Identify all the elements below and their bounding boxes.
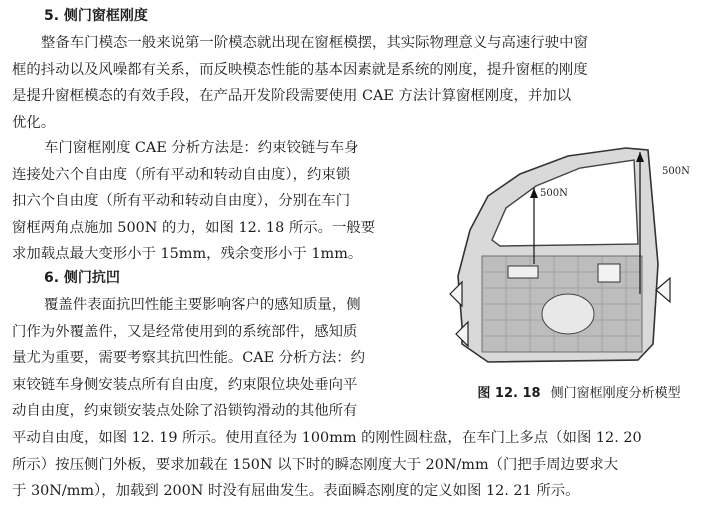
section-5-paragraph-1: 整备车门模态一般来说第一阶模态就出现在窗框模摆，其实际物理意义与高速行驶中窗 框的抖动以及风噪都有关系，而反映模态性能的基本因素就是系统的刚度，提升窗框的刚度 是提升窗框模态的有效手段，在产品开发阶段需要使用 CAE 方法计算窗框刚度，并加以 优化。 (12, 35, 588, 131)
hinge-constraint-upper (450, 282, 462, 306)
figure-caption-number: 图 12. 18 (477, 386, 541, 401)
speaker-hole (542, 294, 594, 334)
force-label-left: 500N (540, 188, 568, 199)
door-fe-model-drawing (448, 144, 710, 374)
figure-caption (448, 384, 710, 404)
lock-module (598, 264, 620, 282)
section-5-paragraph-2: 车门窗框刚度 CAE 分析方法是：约束铰链与车身 连接处六个自由度（所有平动和转动自由度），约束锁 扣六个自由度（所有平动和转动自由度），分别在车门 窗框两角点施加 500N 的力，如图 12. 18 所示。一般要 求加载点最大变形小于 15mm，残余变形小于 1mm。 (12, 140, 376, 262)
section-6-paragraph-full: 平动自由度，如图 12. 19 所示。使用直径为 100mm 的刚性圆柱盘，在车门上多点（如图 12. 20 所示）按压侧门外板，要求加载在 150N 以下时的瞬态刚度大于 20N/mm（门把手周边要求大 于 30N/mm），加载到 200N 时没有屈曲发生。表面瞬态刚度的定义如图 12. 21 所示。 (12, 430, 642, 499)
door-frame-stiffness-figure (448, 144, 710, 374)
force-label-right: 500N (662, 166, 690, 177)
figure-caption-text: 侧门窗框刚度分析模型 (550, 386, 681, 401)
section-6-heading: 6. 侧门抗凹 (44, 270, 120, 286)
handle-bracket (508, 266, 538, 278)
section-6-paragraph-narrow: 覆盖件表面抗凹性能主要影响客户的感知质量，侧 门作为外覆盖件，又是经常使用到的系统部件，感知质 量尤为重要，需要考察其抗凹性能。CAE 分析方法：约 束铰链车身侧安装点所有自由度，约束限位块处垂向平 动自由度，约束锁安装点处除了沿锁钩滑动的其他所有 (12, 297, 366, 419)
section-5-heading: 5. 侧门窗框刚度 (44, 8, 148, 24)
latch-constraint (656, 278, 670, 302)
